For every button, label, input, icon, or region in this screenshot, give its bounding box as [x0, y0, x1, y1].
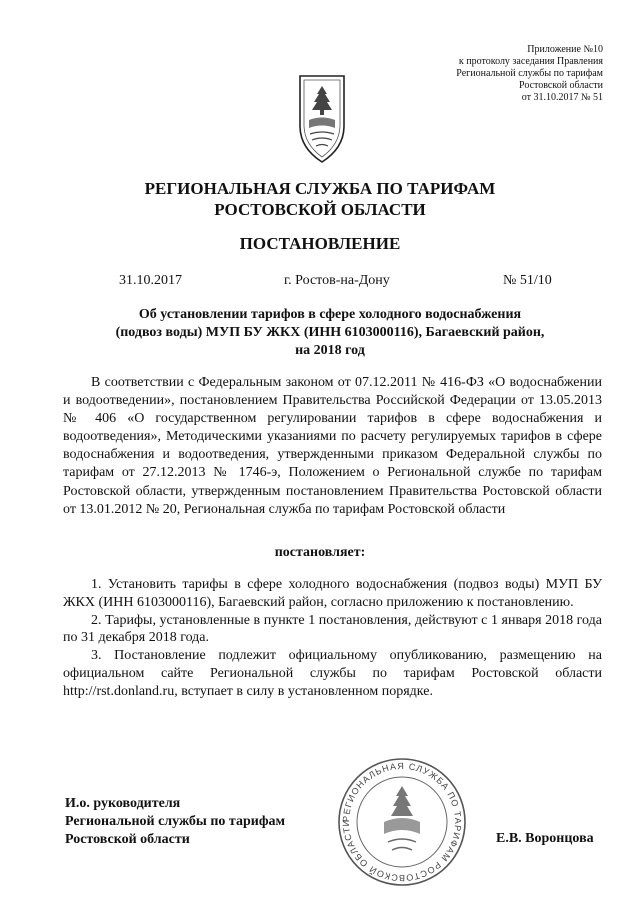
appendix-note [403, 44, 603, 104]
subject-line: на 2018 год [295, 343, 365, 358]
subject-line: (подвоз воды) МУП БУ ЖКХ (ИНН 6103000116), Багаевский район, [115, 325, 545, 340]
signatory-position [65, 795, 285, 849]
document-subject [80, 306, 580, 360]
appendix-line: от 31.10.2017 № 51 [521, 92, 603, 103]
resolves-heading: постановляет: [274, 545, 366, 560]
document-type: ПОСТАНОВЛЕНИЕ [239, 234, 401, 253]
preamble-paragraph: В соответствии с Федеральным законом от 07.12.2011 № 416-ФЗ «О водоснабжении и водоотведении», постановлением Правительства Российской Федерации от 13.05.2013 № 406 «О государственном регулировании тарифов в сфере водоснабжения и водоотведения», Методическими указаниями по расчету регулируемых тарифов в сфере водоснабжения и водоотведения, утвержденными приказом Федеральной службы по тарифам от 27.12.2013 № 1746-э, Положением о Региональной службе по тарифам Ростовской области, утвержденным постановлением Правительства Ростовской области от 13.01.2012 № 20, Региональная служба по тарифам Ростовской области [63, 375, 602, 517]
resolution-items [63, 576, 602, 701]
org-title-line: РОСТОВСКОЙ ОБЛАСТИ [214, 200, 426, 219]
signatory-name: Е.В. Воронцова [496, 831, 594, 846]
signatory-position-line: И.о. руководителя [65, 796, 181, 811]
appendix-line: Региональной службы по тарифам [456, 68, 603, 79]
appendix-line: Приложение №10 [527, 44, 603, 55]
document-city: г. Ростов-на-Дону [284, 273, 390, 288]
coat-of-arms-icon [290, 70, 354, 170]
signatory-position-line: Региональной службы по тарифам [65, 814, 286, 829]
resolution-item: 3. Постановление подлежит официальному опубликованию, размещению на официальном сайте Региональной службы по тарифам Ростовской области http://rst.donland.ru, вступает в силу в установленном порядке. [63, 648, 602, 699]
resolution-item: 2. Тарифы, установленные в пункте 1 постановления, действуют с 1 января 2018 года по 31 декабря 2018 года. [63, 612, 602, 646]
appendix-line: к протоколу заседания Правления [458, 56, 603, 67]
official-seal-icon [336, 756, 468, 888]
organization-title [0, 178, 640, 220]
resolution-item: 1. Установить тарифы в сфере холодного водоснабжения (подвоз воды) МУП БУ ЖКХ (ИНН 6103000116), Багаевский район, согласно приложению к постановлению. [63, 577, 602, 610]
org-title-line: РЕГИОНАЛЬНАЯ СЛУЖБА ПО ТАРИФАМ [144, 179, 496, 198]
appendix-line: Ростовской области [519, 80, 603, 91]
signatory-position-line: Ростовской области [65, 832, 190, 847]
document-number: № 51/10 [503, 273, 552, 288]
seal-text: РЕГИОНАЛЬНАЯ СЛУЖБА ПО ТАРИФАМ РОСТОВСКОЙ ОБЛАСТИ [340, 760, 464, 884]
subject-line: Об установлении тарифов в сфере холодного водоснабжения [138, 307, 522, 322]
document-date: 31.10.2017 [119, 273, 182, 288]
